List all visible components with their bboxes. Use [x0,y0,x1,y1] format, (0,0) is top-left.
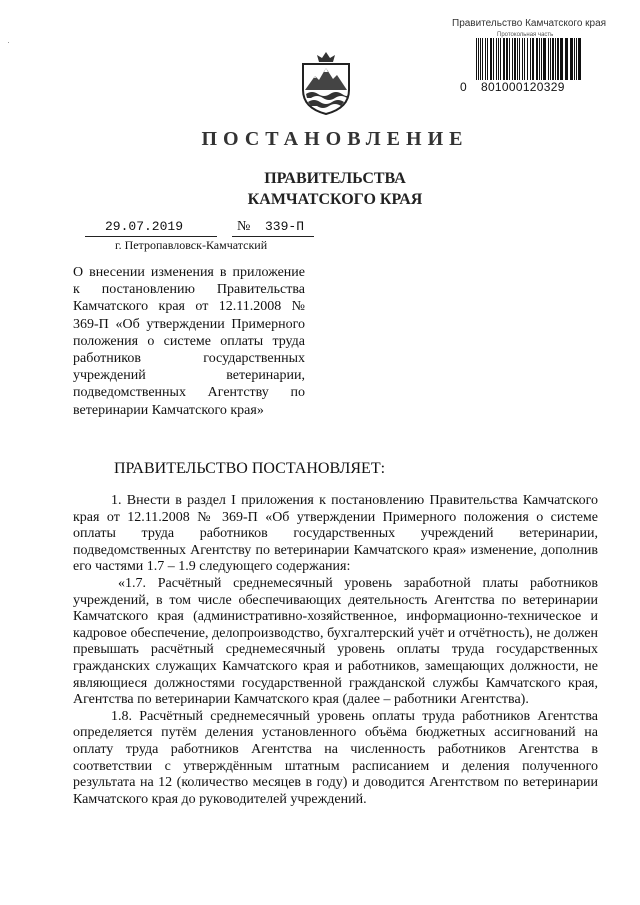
registry-stamp-sublabel: Протокольная часть [497,32,554,38]
date-number-line [85,219,315,235]
barcode-bar [482,38,483,80]
barcode-bar [519,38,520,80]
barcode-bar [517,38,518,80]
document-number: 339-П [265,219,305,234]
barcode-bar [503,38,505,80]
paragraph-1: 1. Внести в раздел I приложения к постановлению Правительства Камчатского края от 12.11.2008 № 369-П «Об утверждении Примерного положения о системе оплаты труда работников государственных учреждений ветеринарии, подведомственных Агентству по ветеринарии Камчатского края» изменение, дополнив его частями 1.7 – 1.9 следующего содержания: [73,493,598,575]
number-sign: № [237,219,251,234]
issue-city: г. Петропавловск-Камчатский [115,238,268,252]
barcode-bar [478,38,479,80]
kamchatka-coat-of-arms-icon [297,50,355,116]
date-underline [85,236,217,237]
barcode-bar [493,38,494,80]
paragraph-1-7: «1.7. Расчётный среднемесячный уровень заработной платы работников учреждений, в том числе обеспечивающих деятельность Агентства по ветеринарии Камчатского края (административно-хозяйственное, информационно-техническое и кадровое обеспечение, делопроизводство, бухгалтерский учёт и отчётность), не должен превышать расчётный среднемесячный уровень оплаты труда государственных гражданских служащих Камчатского края и работников, замещающих должности, не являющиеся должностями государственной гражданской службы Камчатского края, Агентства по ветеринарии Камчатского края (далее – работники Агентства). [73,575,598,708]
document-type-heading: ПОСТАНОВЛЕНИЕ [201,128,469,150]
registry-stamp-organization: Правительство Камчатского края [452,18,607,29]
barcode-number [460,80,600,94]
barcode-bar [539,38,540,80]
barcode-digits: 801000120329 [480,80,565,94]
barcode-bar [548,38,549,80]
barcode-bar [552,38,554,80]
barcode-bar [522,38,523,80]
barcode-bar [512,38,513,80]
barcode-bar [532,38,534,80]
barcode-bar [541,38,542,80]
paragraph-1-8: 1.8. Расчётный среднемесячный уровень оплаты труда работников Агентства определяется путём деления установленного объёма бюджетных ассигнований на оплату труда работников Агентства на численность работников Агентства в соответствии с утверждённым штатным расписанием и деления полученного результата на 12 (количество месяцев в году) и доводится Агентством по ветеринарии Камчатского края до руководителей учреждений. [73,708,598,807]
barcode-bar [530,38,531,80]
barcode-bar [524,38,525,80]
barcode-bar [536,38,538,80]
document-body [73,493,598,808]
issuing-authority [0,168,640,210]
barcode-bar [574,38,575,80]
barcode-bar [476,38,477,80]
barcode-bar [557,38,559,80]
barcode [476,38,582,80]
barcode-bar [560,38,563,80]
authority-line-2: КАМЧАТСКОГО КРАЯ [247,191,423,208]
document-subject: О внесении изменения в приложение к постановлению Правительства Камчатского края от 12.11.2008 № 369-П «Об утверждении Примерного положения о системе оплаты труда работников государственных учреждений ветеринарии, подведомственных Агентству по ветеринарии Камчатского края» [73,265,305,418]
barcode-bar [480,38,481,80]
barcode-bar [570,38,573,80]
barcode-bar [490,38,492,80]
barcode-bar [509,38,510,80]
barcode-bar [565,38,568,80]
barcode-bar [514,38,516,80]
barcode-bar [498,38,499,80]
barcode-bar [496,38,497,80]
number-underline [232,236,314,237]
authority-line-1: ПРАВИТЕЛЬСТВА [264,170,406,187]
barcode-bar [500,38,501,80]
barcode-prefix: 0 [460,80,467,94]
resolution-heading: ПРАВИТЕЛЬСТВО ПОСТАНОВЛЯЕТ: [114,460,386,477]
barcode-bar [527,38,528,80]
barcode-bar [506,38,508,80]
barcode-bar [543,38,546,80]
barcode-bar [555,38,556,80]
scan-speck [8,42,9,43]
barcode-bar [550,38,551,80]
barcode-bar [487,38,488,80]
document-date: 29.07.2019 [105,219,184,234]
barcode-bar [485,38,486,80]
barcode-bar [578,38,581,80]
barcode-bar [576,38,577,80]
